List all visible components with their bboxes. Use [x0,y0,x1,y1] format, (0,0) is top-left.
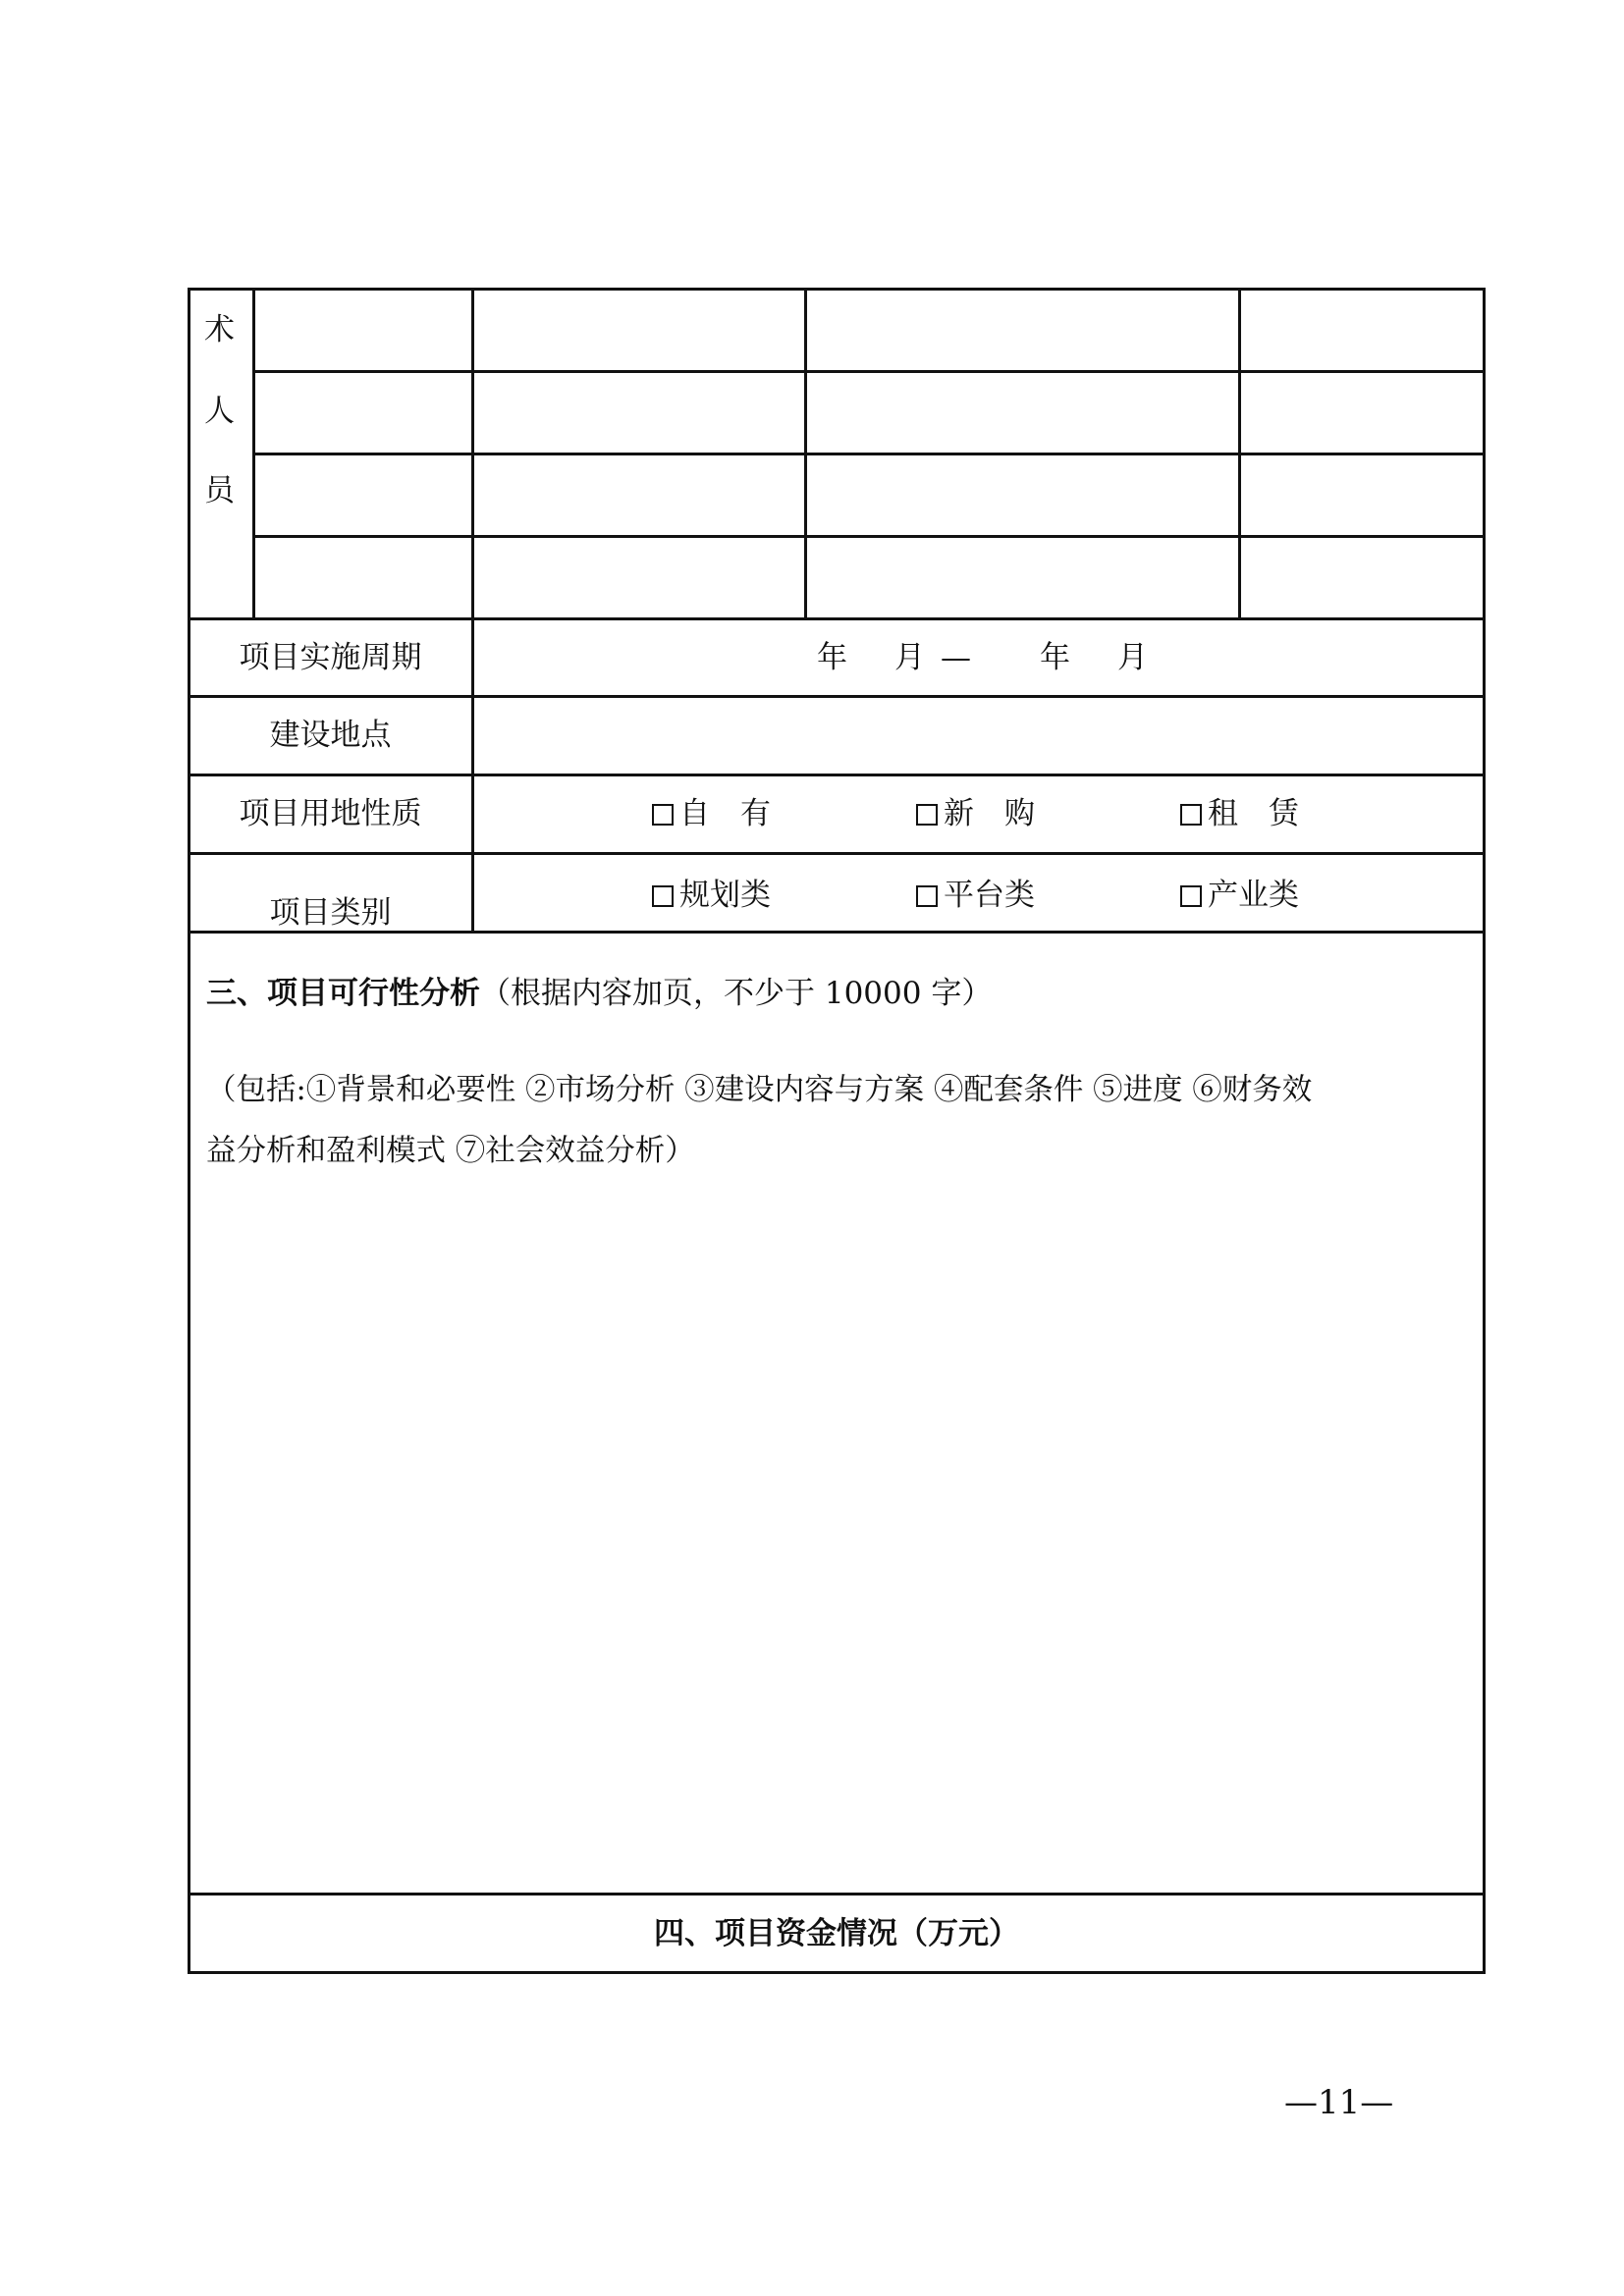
table-row-divider [188,931,1486,934]
land-option-new-purchase[interactable] [916,796,1035,831]
category-option-platform[interactable] [916,878,1035,913]
table-border-bottom [188,1971,1486,1974]
section3-note: （根据内容加页，不少于 10000 字） [480,976,993,1011]
staff-column-divider [804,288,807,620]
option-label: 产业类 [1208,878,1299,913]
period-label: 项目实施周期 [239,640,422,675]
section3-title [206,976,992,1011]
page-number: —11— [1284,2083,1394,2122]
staff-row-divider [254,535,1486,538]
table-row-divider [188,774,1486,776]
table-border-left [188,288,190,1974]
checkbox[interactable] [1180,804,1202,826]
option-label: 自 有 [679,796,771,831]
table-row-divider [188,1893,1486,1896]
land-option-own[interactable] [652,796,771,831]
table-row-divider [188,617,1486,620]
period-year-end: 年 [1040,640,1070,675]
staff-label-char: 员 [204,473,235,508]
land-nature-label: 项目用地性质 [239,796,422,831]
category-option-planning[interactable] [652,878,771,913]
location-input[interactable] [477,699,1481,772]
section3-content-area[interactable] [192,1178,1481,1890]
staff-label-char: 术 [204,312,235,347]
location-label: 建设地点 [269,718,392,753]
staff-cell[interactable] [1243,291,1481,368]
checkbox[interactable] [652,804,674,826]
period-month-start: 月 [894,640,925,675]
period-dash: — [941,640,971,675]
staff-cell[interactable] [476,291,802,368]
period-year-start: 年 [817,640,847,675]
section3-includes-line2: 益分析和盈利模式 ⑦社会效益分析） [206,1134,695,1168]
table-row-divider [188,695,1486,698]
section3-heading: 三、项目可行性分析 [206,976,480,1011]
table-border-right [1483,288,1486,1974]
section3-includes-line1: （包括:①背景和必要性 ②市场分析 ③建设内容与方案 ④配套条件 ⑤进度 ⑥财务效 [206,1073,1313,1107]
option-label: 规划类 [679,878,771,913]
option-label: 新 购 [944,796,1035,831]
checkbox[interactable] [916,885,938,907]
staff-label-char: 人 [204,394,235,429]
staff-column-divider [1238,288,1241,620]
checkbox[interactable] [652,885,674,907]
option-label: 平台类 [944,878,1035,913]
checkbox[interactable] [916,804,938,826]
table-row-divider [188,852,1486,855]
category-label: 项目类别 [269,895,392,931]
checkbox[interactable] [1180,885,1202,907]
option-label: 租 赁 [1208,796,1299,831]
staff-cell[interactable] [257,291,469,368]
period-month-end: 月 [1117,640,1148,675]
land-option-lease[interactable] [1180,796,1299,831]
staff-label-divider [252,288,255,620]
staff-cell[interactable] [809,291,1236,368]
label-column-divider [471,288,474,934]
category-option-industry[interactable] [1180,878,1299,913]
staff-row-divider [254,453,1486,455]
staff-row-divider [254,370,1486,373]
period-value[interactable] [817,640,1148,675]
section4-heading: 四、项目资金情况（万元） [654,1916,1019,1951]
